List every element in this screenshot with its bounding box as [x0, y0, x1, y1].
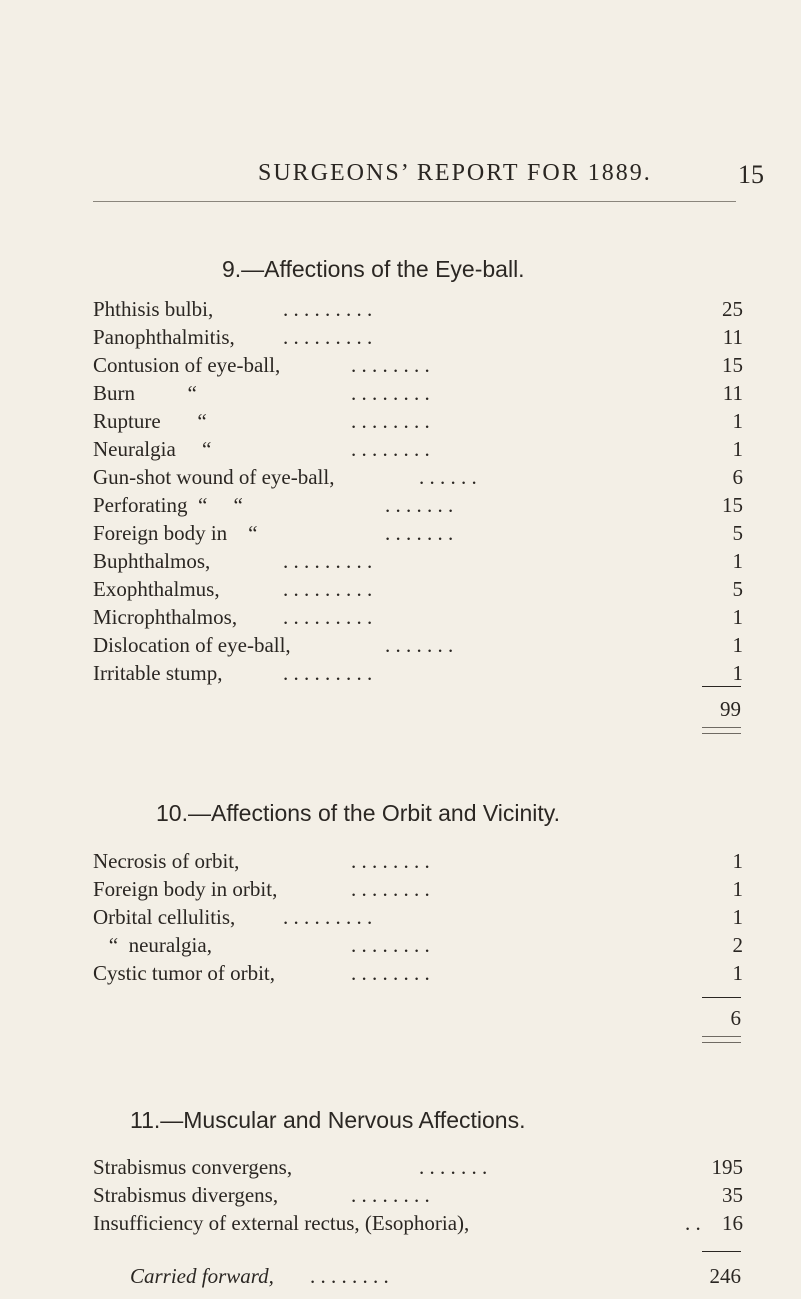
- running-title: SURGEONS’ REPORT FOR 1889.: [258, 160, 652, 186]
- list-item: Cystic tumor of orbit, . . . . . . . . 1: [93, 961, 743, 985]
- list-item: Buphthalmos, . . . . . . . . . 1: [93, 549, 743, 573]
- list-item: Orbital cellulitis, . . . . . . . . . 1: [93, 905, 743, 929]
- list-item: Microphthalmos, . . . . . . . . . 1: [93, 605, 743, 629]
- section-title-orbit: 10.—Affections of the Orbit and Vicinity.: [156, 800, 560, 826]
- total-rule: [702, 686, 741, 687]
- total-rule: [702, 997, 741, 998]
- list-item: Gun-shot wound of eye-ball, . . . . . . 6: [93, 465, 743, 489]
- list-item: Panophthalmitis, . . . . . . . . . 11: [93, 325, 743, 349]
- list-item: Contusion of eye-ball, . . . . . . . . 15: [93, 353, 743, 377]
- list-item: Phthisis bulbi, . . . . . . . . . 25: [93, 297, 743, 321]
- section-total-eyeball: 99: [720, 697, 741, 721]
- list-item: Insufficiency of external rectus, (Esophoria), . . 16: [93, 1211, 743, 1235]
- page-header: [0, 160, 801, 200]
- double-rule: [702, 727, 741, 734]
- list-item: Strabismus convergens, . . . . . . . 195: [93, 1155, 743, 1179]
- list-item: Exophthalmus, . . . . . . . . . 5: [93, 577, 743, 601]
- list-item: Irritable stump, . . . . . . . . . 1: [93, 661, 743, 685]
- list-item: Necrosis of orbit, . . . . . . . . 1: [93, 849, 743, 873]
- list-item: Neuralgia “ . . . . . . . . 1: [93, 437, 743, 461]
- section-total-orbit: 6: [730, 1006, 741, 1030]
- carried-forward-label: Carried forward,: [130, 1264, 274, 1288]
- list-item: “ neuralgia, . . . . . . . . 2: [93, 933, 743, 957]
- list-item: Dislocation of eye-ball, . . . . . . . 1: [93, 633, 743, 657]
- section-title-eyeball: 9.—Affections of the Eye-ball.: [222, 256, 525, 282]
- list-item: Burn “ . . . . . . . . 11: [93, 381, 743, 405]
- list-item: Foreign body in “ . . . . . . . 5: [93, 521, 743, 545]
- header-rule: [93, 201, 736, 202]
- total-rule: [702, 1251, 741, 1252]
- list-item: Rupture “ . . . . . . . . 1: [93, 409, 743, 433]
- carried-forward-dots: . . . . . . . .: [310, 1264, 389, 1288]
- double-rule: [702, 1036, 741, 1043]
- list-item: Foreign body in orbit, . . . . . . . . 1: [93, 877, 743, 901]
- page-number: 15: [738, 160, 764, 189]
- section-title-muscular: 11.—Muscular and Nervous Affections.: [130, 1107, 526, 1133]
- list-item: Perforating “ “ . . . . . . . 15: [93, 493, 743, 517]
- list-item: Strabismus divergens, . . . . . . . . 35: [93, 1183, 743, 1207]
- carried-forward-value: 246: [709, 1264, 741, 1288]
